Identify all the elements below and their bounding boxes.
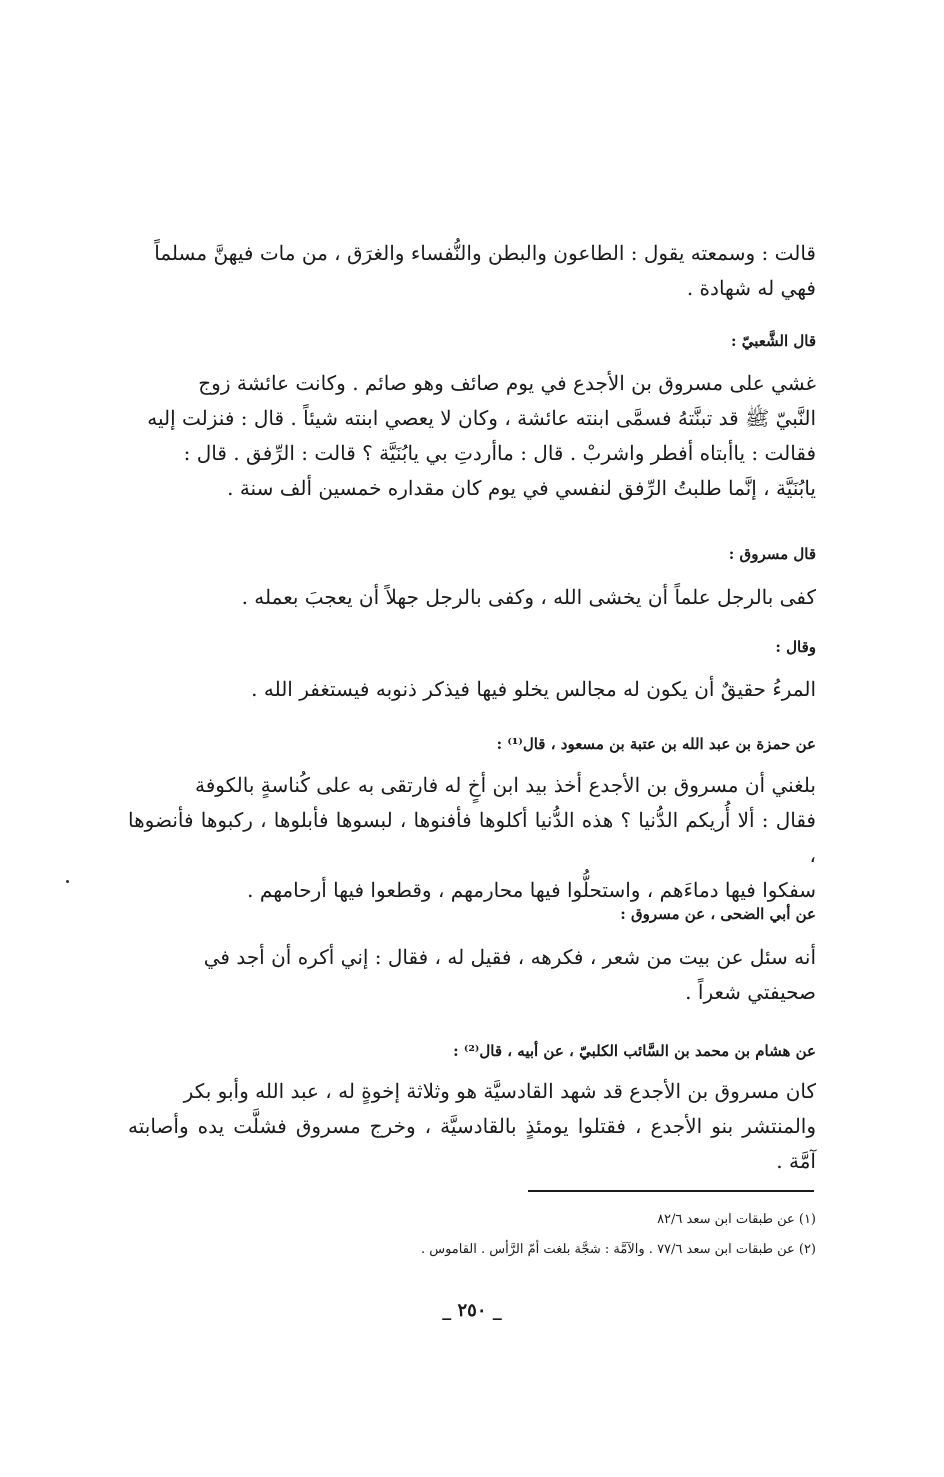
section-masruq	[128, 543, 816, 565]
footnotes	[128, 1210, 816, 1260]
paragraph-1	[128, 236, 816, 306]
footnote: (٢) عن طبقات ابن سعد ٧٧/٦ . والآمَّة : شجَّة بلغت أمّ الرَّأس . القاموس .	[420, 1242, 816, 1257]
section-masruq-body	[128, 580, 816, 615]
section-hamza-body	[128, 768, 816, 908]
section-heading: وقال :	[775, 638, 816, 656]
section-hamza	[128, 733, 816, 755]
section-heading: عن حمزة بن عبد الله بن عتبة بن مسعود ، قال⁽¹⁾ :	[496, 735, 816, 753]
text-line: أنه سئل عن بيت من شعر ، فكرهه ، فقيل له ، فقال : إني أكره أن أجد في	[203, 945, 816, 969]
text-line: قالت : وسمعته يقول : الطاعون والبطن والنُّفساء والغرَق ، من مات فيهنَّ مسلماً	[154, 241, 816, 265]
text-line: غشي على مسروق بن الأجدع في يوم صائف وهو صائم . وكانت عائشة زوج	[198, 371, 816, 395]
text-line: فقالت : ياأبتاه أفطر واشربْ . قال : ماأردتِ بي يابُنَيَّة ؟ قالت : الرِّفق . قال :	[183, 441, 816, 465]
section-shabi	[128, 330, 816, 352]
text-line: النَّبيّ ﷺ قد تبنَّتهُ فسمَّى ابنته عائشة ، وكان لا يعصي ابنته شيئاً . قال : فنزلت إليه	[147, 406, 816, 430]
text-line: كفى بالرجل علماً أن يخشى الله ، وكفى بالرجل جهلاً أن يعجبَ بعمله .	[241, 585, 816, 609]
text-line: كان مسروق بن الأجدع قد شهد القادسيَّة هو وثلاثة إخوةٍ له ، عبد الله وأبو بكر	[183, 1079, 816, 1103]
scan-speck	[66, 880, 69, 883]
text-line: فقال : ألا أُريكم الدُّنيا ؟ هذه الدُّنيا أكلوها فأفنوها ، لبسوها فأبلوها ، ركبوها فأنضوها ،	[128, 808, 816, 867]
section-heading: قال مسروق :	[728, 545, 816, 563]
text-line: المرءُ حقيقٌ أن يكون له مجالس يخلو فيها فيذكر ذنوبه فيستغفر الله .	[251, 677, 816, 701]
text-line: سفكوا فيها دماءَهم ، واستحلُّوا فيها محارمهم ، وقطعوا فيها أرحامهم .	[247, 878, 816, 902]
section-shabi-body	[128, 366, 816, 506]
text-line: صحيفتي شعراً .	[685, 980, 816, 1004]
page-number: _ ٢٥٠ _	[442, 1300, 502, 1321]
section-waqal	[128, 636, 816, 658]
section-heading: عن هشام بن محمد بن السَّائب الكلبيّ ، عن أبيه ، قال⁽²⁾ :	[453, 1042, 816, 1060]
text-line: فهي له شهادة .	[686, 276, 816, 300]
section-heading: عن أبي الضحى ، عن مسروق :	[620, 905, 816, 923]
section-abu-duha	[128, 903, 816, 925]
footnote: (١) عن طبقات ابن سعد ٨٢/٦	[657, 1212, 816, 1227]
text-line: يابُنَيَّة ، إنَّما طلبتُ الرِّفق لنفسي في يوم كان مقداره خمسين ألف سنة .	[227, 476, 816, 500]
section-abu-duha-body	[128, 940, 816, 1010]
section-hisham	[128, 1040, 816, 1062]
footnote-divider	[528, 1190, 814, 1192]
section-heading: قال الشَّعبيّ :	[730, 332, 816, 350]
section-waqal-body	[128, 672, 816, 707]
text-line: بلغني أن مسروق بن الأجدع أخذ بيد ابن أخٍ له فارتقى به على كُناسةٍ بالكوفة	[195, 773, 816, 797]
section-hisham-body	[128, 1074, 816, 1179]
text-line: والمنتشر بنو الأجدع ، فقتلوا يومئذٍ بالقادسيَّة ، وخرج مسروق فشلَّت يده وأصابته آمَّة .	[128, 1114, 816, 1173]
